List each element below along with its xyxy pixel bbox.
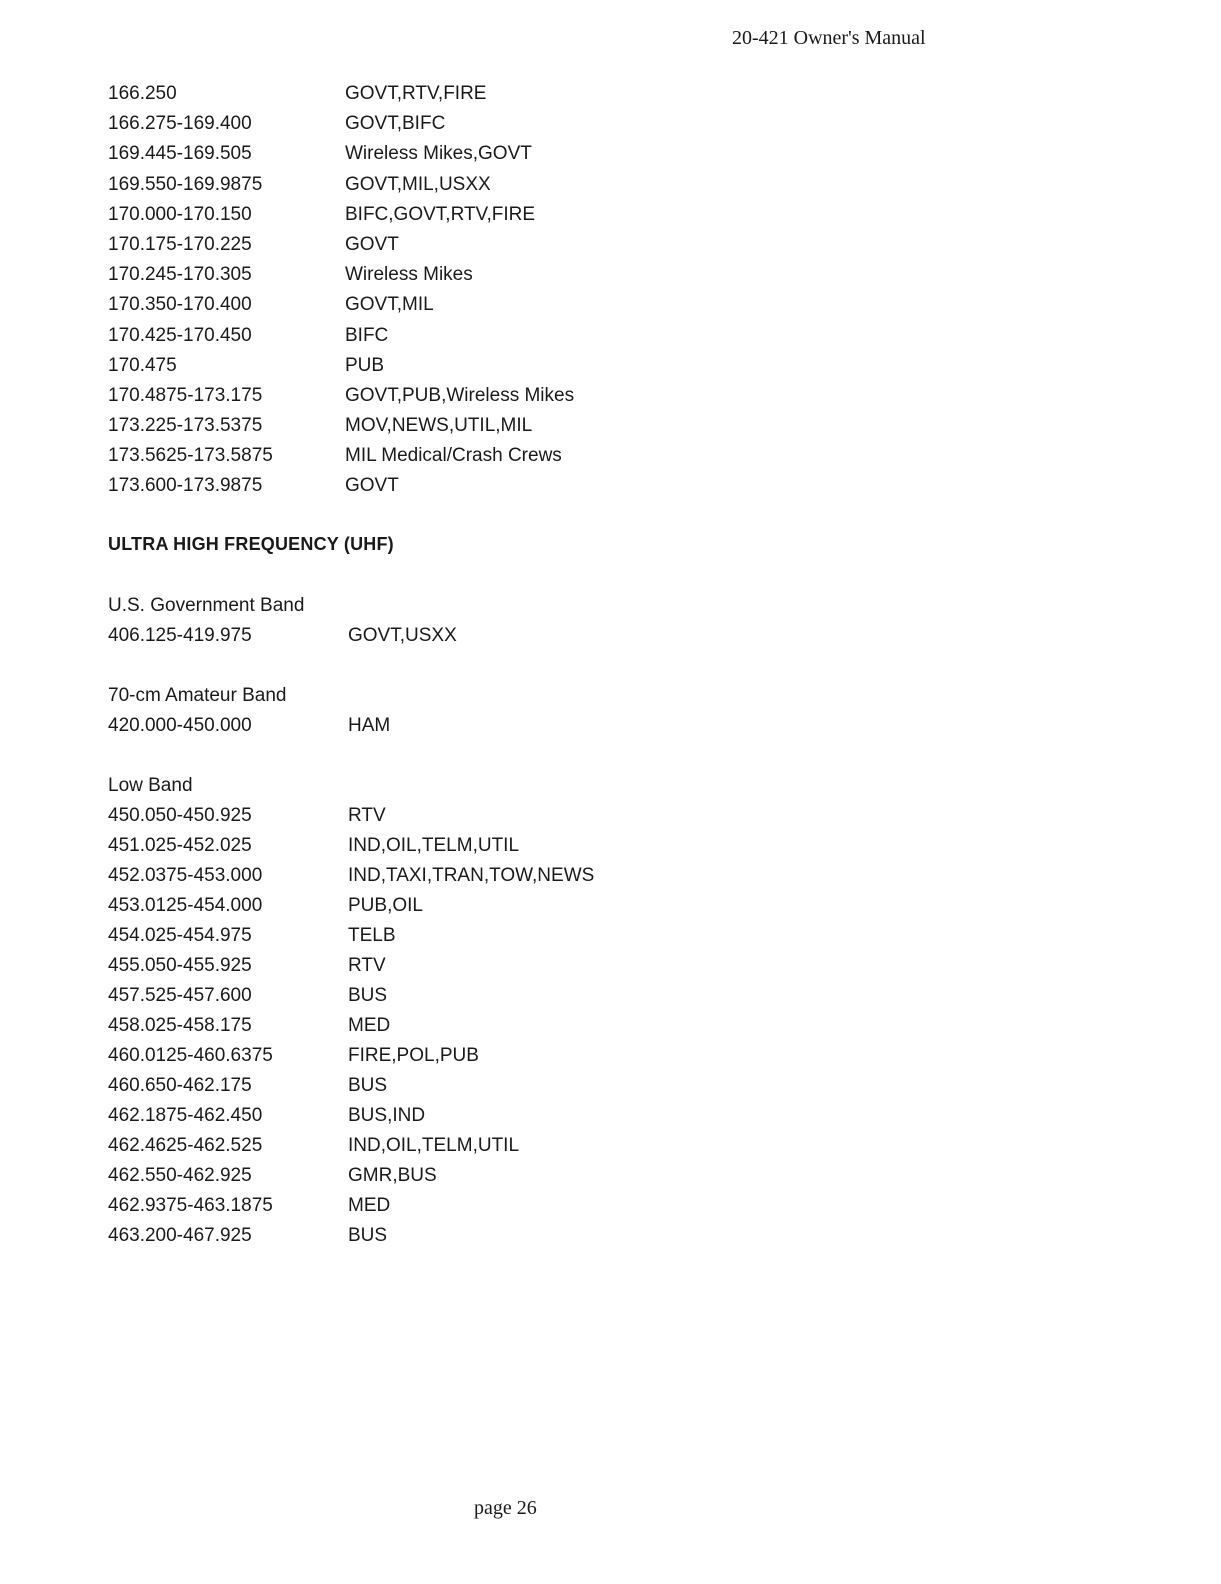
service-usage: GOVT,MIL	[345, 294, 434, 316]
service-usage: MED	[348, 1195, 391, 1216]
band-group-title: U.S. Government Band	[108, 595, 305, 616]
frequency-range: 170.175-170.225	[108, 233, 252, 255]
service-usage: GOVT,USXX	[348, 625, 457, 646]
service-usage: GMR,BUS	[348, 1165, 437, 1186]
service-usage: PUB,OIL	[348, 895, 423, 916]
service-usage: IND,OIL,TELM,UTIL	[348, 835, 520, 856]
service-usage: MIL Medical/Crash Crews	[345, 445, 562, 467]
service-usage: BUS	[348, 1075, 388, 1096]
table-row	[108, 1161, 437, 1191]
frequency-range: 462.9375-463.1875	[108, 1195, 273, 1216]
band-group-title: 70-cm Amateur Band	[108, 685, 287, 706]
frequency-range: 460.0125-460.6375	[108, 1045, 273, 1066]
frequency-range: 170.4875-173.175	[108, 384, 263, 406]
frequency-range: 451.025-452.025	[108, 835, 252, 856]
service-usage: FIRE,POL,PUB	[348, 1045, 479, 1066]
table-row	[108, 1041, 479, 1071]
service-usage: Wireless Mikes,GOVT	[345, 143, 532, 165]
frequency-range: 406.125-419.975	[108, 625, 252, 646]
service-usage: BUS	[348, 1225, 388, 1246]
frequency-range: 457.525-457.600	[108, 985, 252, 1006]
service-usage: RTV	[348, 805, 386, 826]
frequency-range: 462.1875-462.450	[108, 1105, 263, 1126]
table-row	[108, 621, 457, 651]
service-usage: Wireless Mikes	[345, 264, 473, 286]
running-header: 20-421 Owner's Manual	[732, 27, 926, 49]
table-row	[108, 1071, 388, 1101]
frequency-range: 170.475	[108, 354, 177, 376]
service-usage: MOV,NEWS,UTIL,MIL	[345, 415, 533, 437]
frequency-range: 169.550-169.9875	[108, 173, 263, 195]
frequency-range: 169.445-169.505	[108, 143, 252, 165]
frequency-range: 455.050-455.925	[108, 955, 252, 976]
table-row	[108, 1131, 520, 1161]
frequency-range: 458.025-458.175	[108, 1015, 252, 1036]
frequency-range: 166.250	[108, 83, 177, 104]
table-row	[108, 981, 388, 1011]
frequency-range: 454.025-454.975	[108, 925, 252, 946]
service-usage: GOVT	[345, 475, 399, 497]
table-row	[108, 831, 520, 861]
service-usage: IND,OIL,TELM,UTIL	[348, 1135, 520, 1156]
service-usage: RTV	[348, 955, 386, 976]
service-usage: BUS,IND	[348, 1105, 426, 1126]
band-group-us-government	[108, 591, 457, 651]
table-row	[108, 1101, 426, 1131]
table-row	[108, 951, 386, 981]
service-usage: GOVT	[345, 233, 399, 255]
frequency-range: 173.225-173.5375	[108, 415, 263, 437]
service-usage: GOVT,BIFC	[345, 113, 446, 135]
frequency-range: 420.000-450.000	[108, 715, 252, 736]
frequency-range: 170.350-170.400	[108, 294, 252, 316]
service-usage: BIFC	[345, 324, 389, 346]
table-row	[108, 891, 423, 921]
frequency-range: 170.425-170.450	[108, 324, 252, 346]
frequency-range: 460.650-462.175	[108, 1075, 252, 1096]
service-usage: PUB	[345, 354, 385, 376]
section-heading-uhf: ULTRA HIGH FREQUENCY (UHF)	[108, 534, 394, 554]
table-row	[108, 1221, 388, 1251]
band-group-low-band	[108, 771, 595, 1251]
service-usage: BUS	[348, 985, 388, 1006]
service-usage: BIFC,GOVT,RTV,FIRE	[345, 203, 536, 225]
table-row	[108, 921, 396, 951]
table-row	[108, 801, 386, 831]
table-row	[108, 1011, 391, 1041]
table-row	[108, 1191, 391, 1221]
frequency-range: 452.0375-453.000	[108, 865, 263, 886]
frequency-range: 453.0125-454.000	[108, 895, 263, 916]
service-usage: GOVT,RTV,FIRE	[345, 83, 487, 104]
frequency-range: 462.550-462.925	[108, 1165, 252, 1186]
frequency-range: 173.5625-173.5875	[108, 445, 273, 467]
frequency-range: 166.275-169.400	[108, 113, 252, 135]
service-usage: MED	[348, 1015, 391, 1036]
service-usage: HAM	[348, 715, 391, 736]
service-usage: TELB	[348, 925, 396, 946]
table-row	[108, 861, 595, 891]
service-usage: IND,TAXI,TRAN,TOW,NEWS	[348, 865, 595, 886]
frequency-range: 462.4625-462.525	[108, 1135, 263, 1156]
frequency-range: 170.245-170.305	[108, 264, 252, 286]
page-number: page 26	[474, 1497, 537, 1519]
service-usage: GOVT,PUB,Wireless Mikes	[345, 384, 575, 406]
frequency-range: 170.000-170.150	[108, 203, 252, 225]
band-group-70cm-amateur	[108, 681, 391, 741]
band-group-title: Low Band	[108, 775, 193, 796]
frequency-range: 450.050-450.925	[108, 805, 252, 826]
frequency-range: 173.600-173.9875	[108, 475, 263, 497]
service-usage: GOVT,MIL,USXX	[345, 173, 491, 195]
frequency-range: 463.200-467.925	[108, 1225, 252, 1246]
table-row	[108, 711, 391, 741]
